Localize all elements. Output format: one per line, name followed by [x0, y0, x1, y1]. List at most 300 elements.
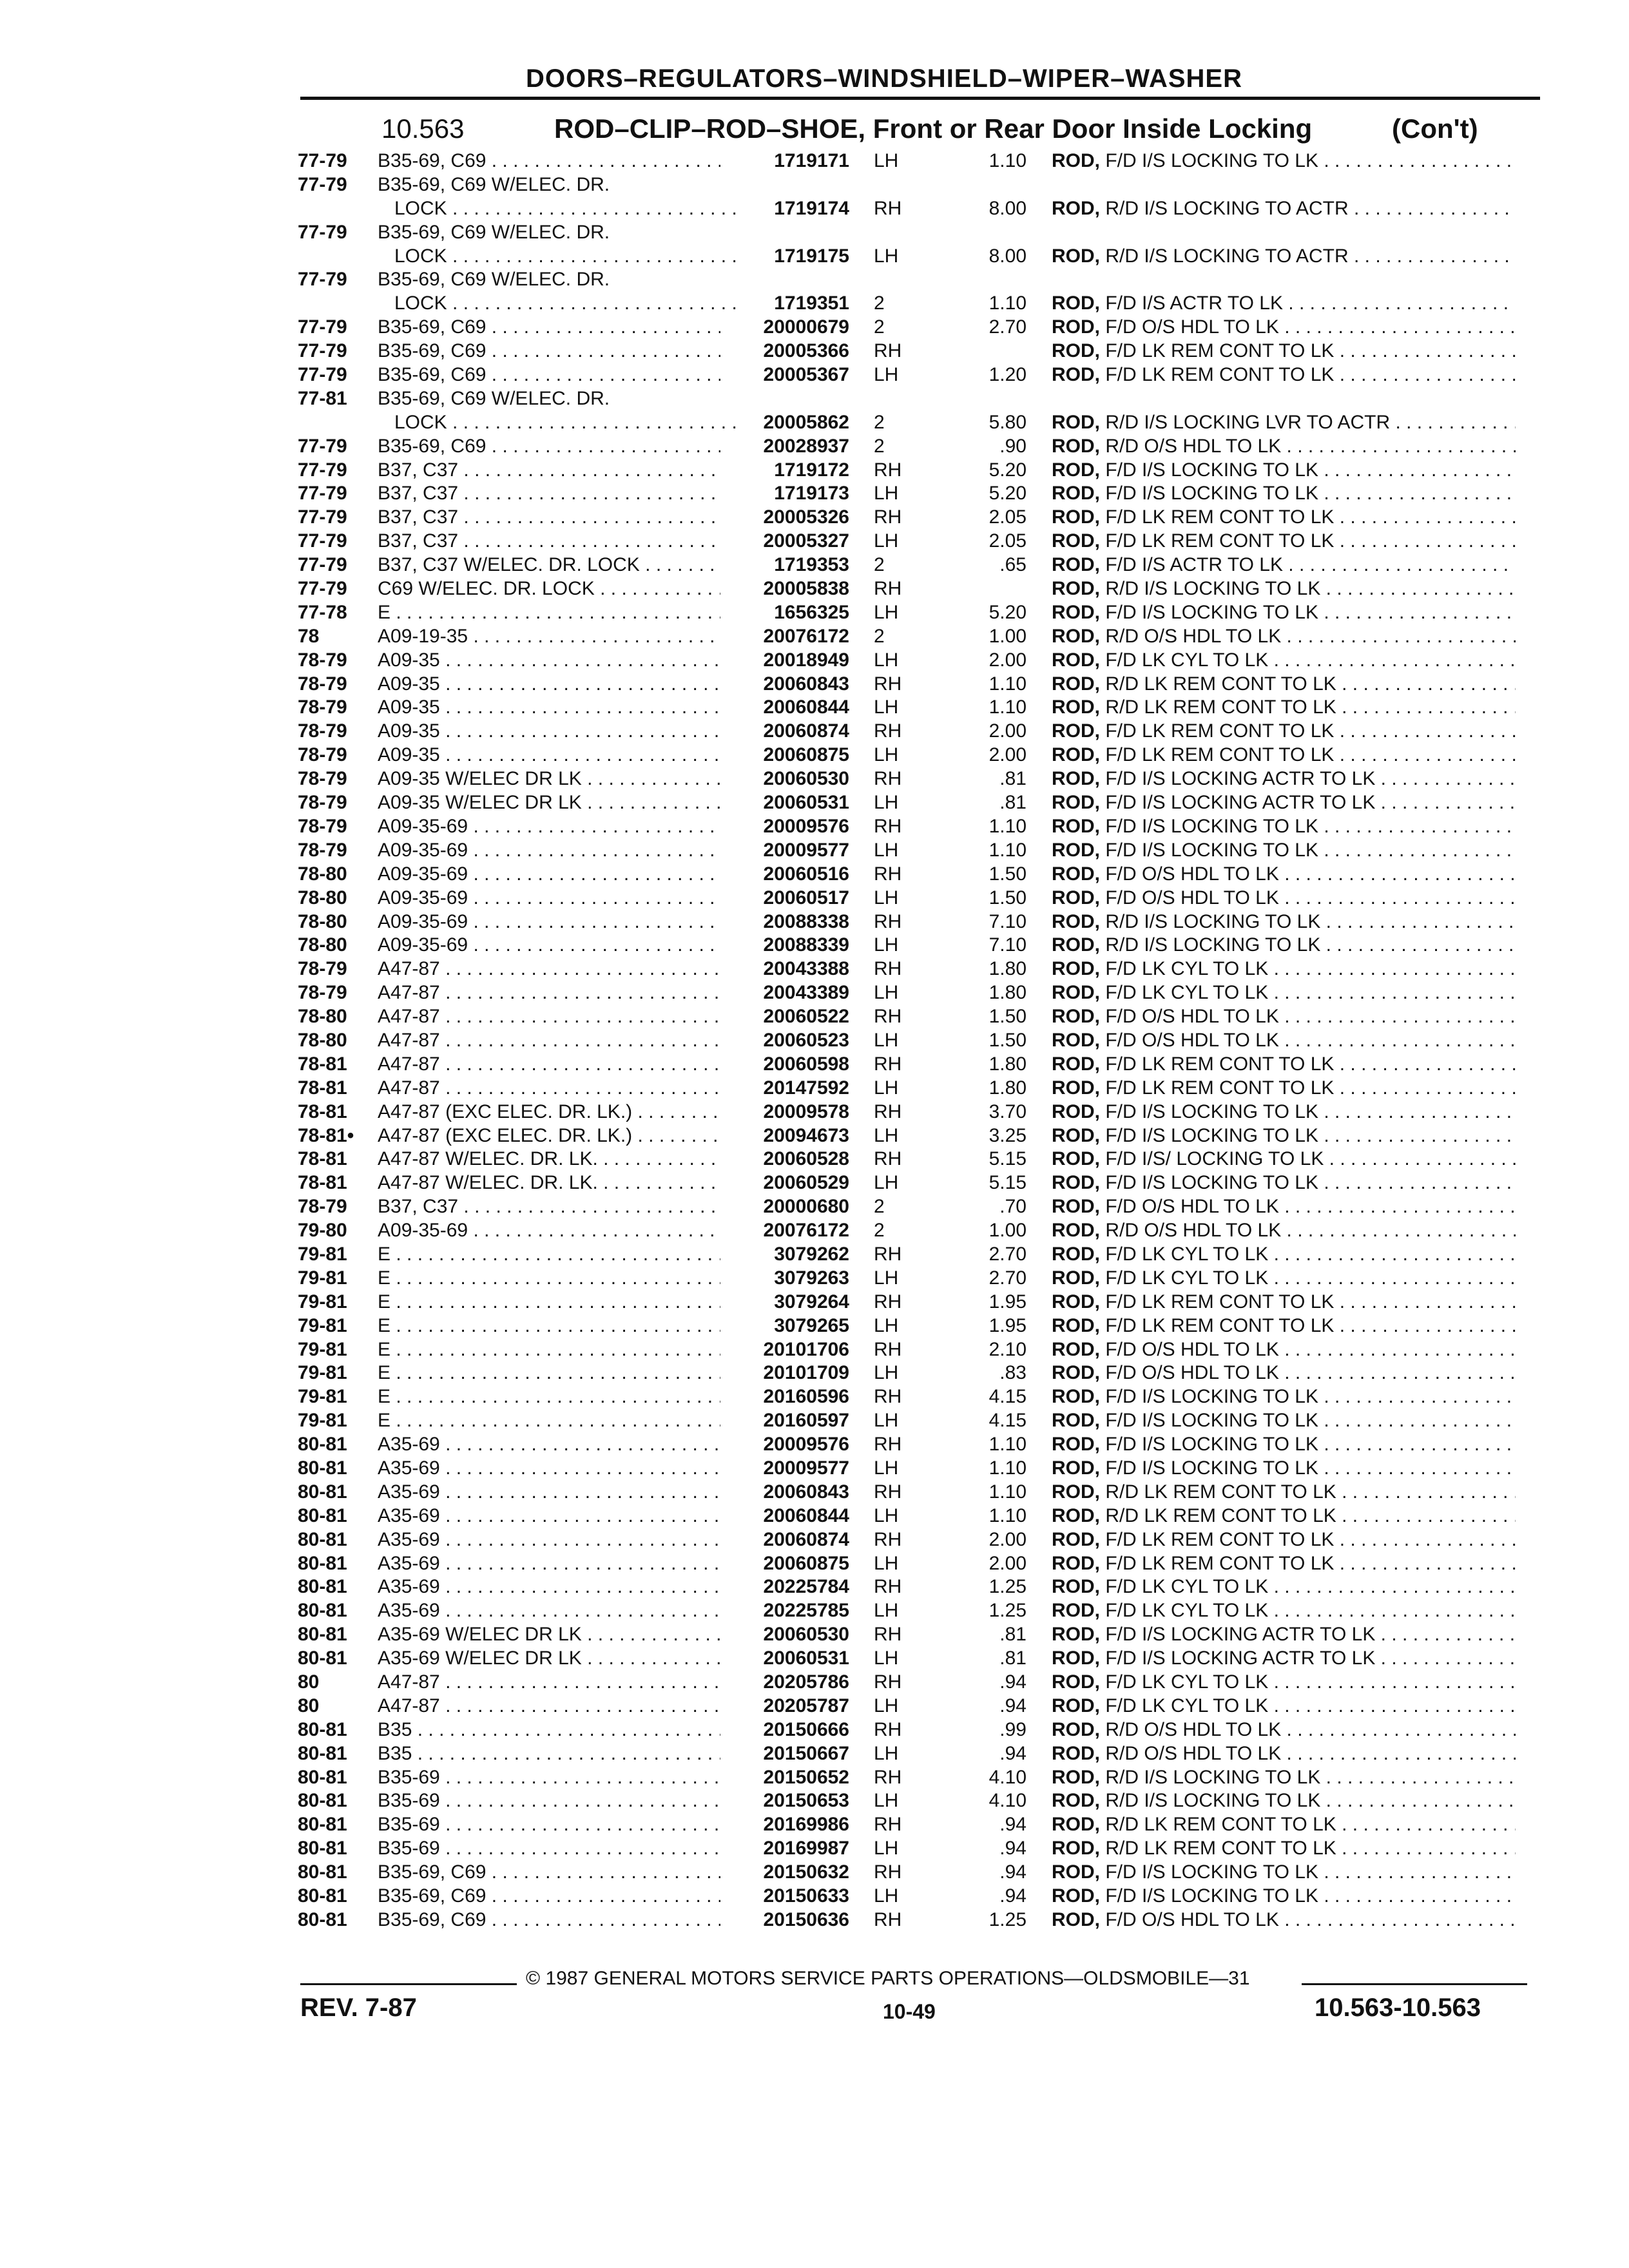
part-name-prefix: ROD,	[1052, 625, 1100, 647]
part-number: 20060530	[763, 1624, 849, 1646]
model-description: B35-69, C69 . . .	[378, 340, 720, 363]
part-name	[1052, 1219, 1516, 1243]
model-years: 80-81	[298, 1434, 347, 1456]
quantity: RH	[874, 1338, 902, 1360]
quantity: 2	[874, 554, 885, 576]
quantity: LH	[874, 1457, 899, 1479]
table-row	[0, 411, 1629, 435]
part-name-detail: F/D I/S LOCKING ACTR TO LK	[1105, 1624, 1376, 1646]
part-name-prefix: ROD,	[1052, 578, 1100, 600]
part-number: 20060516	[763, 863, 849, 885]
price: 3.70	[988, 1100, 1027, 1122]
part-name-detail: R/D I/S LOCKING TO LK	[1105, 910, 1321, 932]
part-name	[1052, 1124, 1516, 1148]
model-description: B35-69, C69 W/ELEC. DR.	[378, 173, 610, 195]
part-name-detail: F/D I/S LOCKING ACTR TO LK	[1105, 768, 1376, 790]
model-years: 79-81	[298, 1338, 347, 1360]
part-name-detail: R/D LK REM CONT TO LK	[1105, 1838, 1336, 1860]
model-years: 79-81	[298, 1291, 347, 1312]
price: 5.20	[988, 459, 1027, 481]
part-name	[1052, 1385, 1516, 1409]
part-name-detail: R/D LK REM CONT TO LK	[1105, 1481, 1336, 1503]
part-number: 20060529	[763, 1172, 849, 1194]
price: 2.00	[988, 744, 1027, 766]
footer-copyright: © 1987 GENERAL MOTORS SERVICE PARTS OPERATIONS—OLDSMOBILE—31	[526, 1968, 1250, 1989]
model-years: 78-81	[298, 1100, 347, 1122]
part-name-detail: F/D LK CYL TO LK	[1105, 1576, 1269, 1598]
part-name	[1052, 1504, 1516, 1528]
part-name-detail: F/D LK CYL TO LK	[1105, 1267, 1269, 1289]
part-name-detail: F/D LK REM CONT TO LK	[1105, 1077, 1335, 1099]
part-name-prefix: ROD,	[1052, 506, 1100, 528]
price: .81	[999, 1624, 1027, 1646]
part-number: 20009576	[763, 815, 849, 837]
quantity: RH	[874, 197, 902, 219]
table-row	[0, 1695, 1629, 1718]
quantity: LH	[874, 1504, 899, 1526]
part-name	[1052, 1005, 1516, 1029]
part-name-prefix: ROD,	[1052, 1362, 1100, 1384]
model-description: B35-69, C69 . . .	[378, 435, 720, 459]
part-name-prefix: ROD,	[1052, 1552, 1100, 1574]
part-number: 20060523	[763, 1029, 849, 1051]
model-years: 77-81	[298, 387, 347, 409]
part-number: 20018949	[763, 649, 849, 671]
part-name	[1052, 1623, 1516, 1647]
part-number: 20009577	[763, 1457, 849, 1479]
part-name-detail: R/D I/S LOCKING TO ACTR	[1105, 245, 1349, 267]
part-name-prefix: ROD,	[1052, 1624, 1100, 1646]
quantity: LH	[874, 1124, 899, 1146]
part-name	[1052, 791, 1516, 815]
model-description: A35-69 W/ELEC DR LK . . .	[378, 1647, 720, 1671]
model-years: 80-81	[298, 1600, 347, 1622]
model-years: 80-81	[298, 1552, 347, 1574]
part-name	[1052, 1647, 1516, 1671]
model-years: 80-81	[298, 1624, 347, 1646]
part-name	[1052, 553, 1516, 577]
part-name-detail: F/D I/S LOCKING TO LK	[1105, 1861, 1318, 1883]
model-description: B35 . . .	[378, 1718, 720, 1742]
price: 1.95	[988, 1314, 1027, 1336]
part-name	[1052, 292, 1516, 316]
part-number: 1719173	[774, 483, 849, 505]
table-row	[0, 292, 1629, 316]
part-number: 20205786	[763, 1671, 849, 1693]
table-row	[0, 316, 1629, 340]
quantity: LH	[874, 792, 899, 814]
table-row	[0, 1267, 1629, 1291]
part-name	[1052, 696, 1516, 720]
part-name	[1052, 197, 1516, 221]
part-name-detail: F/D I/S LOCKING TO LK	[1105, 1386, 1318, 1408]
model-years: 77-79	[298, 506, 347, 528]
model-description: A47-87 . . .	[378, 1005, 720, 1029]
part-name	[1052, 1861, 1516, 1885]
price: 5.20	[988, 483, 1027, 505]
table-row	[0, 1813, 1629, 1837]
quantity: RH	[874, 720, 902, 742]
part-name-prefix: ROD,	[1052, 1196, 1100, 1218]
model-years: 79-81	[298, 1362, 347, 1384]
part-name-prefix: ROD,	[1052, 1814, 1100, 1836]
model-description: A09-19-35 . . .	[378, 625, 720, 649]
price: 1.50	[988, 1006, 1027, 1028]
price: .94	[999, 1838, 1027, 1860]
part-name-detail: R/D I/S LOCKING LVR TO ACTR	[1105, 411, 1391, 433]
part-name-detail: R/D LK REM CONT TO LK	[1105, 697, 1336, 718]
model-years: 80-81	[298, 1885, 347, 1907]
part-name	[1052, 506, 1516, 530]
model-years: 77-79	[298, 221, 347, 243]
quantity: LH	[874, 697, 899, 718]
model-description: B35-69, C69 . . .	[378, 1861, 720, 1885]
model-description: B35-69 . . .	[378, 1789, 720, 1813]
quantity: LH	[874, 364, 899, 386]
part-name-prefix: ROD,	[1052, 411, 1100, 433]
part-name-prefix: ROD,	[1052, 1220, 1100, 1242]
part-name-prefix: ROD,	[1052, 435, 1100, 457]
part-name-detail: F/D LK REM CONT TO LK	[1105, 340, 1335, 362]
price: 1.80	[988, 1053, 1027, 1075]
part-name	[1052, 1742, 1516, 1766]
model-description: A09-35-69 . . .	[378, 863, 720, 887]
table-row	[0, 1219, 1629, 1243]
table-row	[0, 649, 1629, 673]
part-name-prefix: ROD,	[1052, 1124, 1100, 1146]
price: 2.05	[988, 506, 1027, 528]
quantity: LH	[874, 1790, 899, 1812]
price: 1.00	[988, 625, 1027, 647]
price: .83	[999, 1362, 1027, 1384]
quantity: 2	[874, 625, 885, 647]
part-number: 1719171	[774, 150, 849, 171]
part-number: 20169987	[763, 1838, 849, 1860]
part-name	[1052, 1575, 1516, 1599]
section-continued: (Con't)	[1392, 113, 1478, 144]
part-name	[1052, 1885, 1516, 1908]
part-name	[1052, 1908, 1516, 1932]
part-name-prefix: ROD,	[1052, 1291, 1100, 1312]
price: .94	[999, 1814, 1027, 1836]
quantity: LH	[874, 1695, 899, 1716]
part-number: 20060843	[763, 1481, 849, 1503]
table-row	[0, 268, 1629, 292]
table-row	[0, 459, 1629, 483]
part-name-detail: F/D I/S ACTR TO LK	[1105, 554, 1283, 576]
part-number: 20000679	[763, 316, 849, 338]
part-number: 20005326	[763, 506, 849, 528]
table-row	[0, 1385, 1629, 1409]
model-years: 77-79	[298, 483, 347, 505]
model-description: A35-69 . . .	[378, 1575, 720, 1599]
part-number: 20150632	[763, 1861, 849, 1883]
part-name-detail: F/D I/S LOCKING TO LK	[1105, 150, 1318, 171]
part-name-prefix: ROD,	[1052, 554, 1100, 576]
table-row	[0, 1528, 1629, 1552]
model-description: A35-69 W/ELEC DR LK . . .	[378, 1623, 720, 1647]
model-description: B37, C37 . . .	[378, 1195, 720, 1219]
price: 1.10	[988, 1504, 1027, 1526]
table-row	[0, 197, 1629, 221]
part-name	[1052, 863, 1516, 887]
model-description: B35-69 . . .	[378, 1766, 720, 1790]
part-name-prefix: ROD,	[1052, 1386, 1100, 1408]
model-description: A09-35 . . .	[378, 649, 720, 673]
quantity: LH	[874, 1314, 899, 1336]
model-years: 78-79	[298, 1196, 347, 1218]
part-name-detail: F/D LK REM CONT TO LK	[1105, 1552, 1335, 1574]
part-name	[1052, 815, 1516, 839]
model-description: LOCK . . .	[394, 411, 737, 435]
model-years: 80-81	[298, 1481, 347, 1503]
table-row	[0, 1077, 1629, 1100]
model-years: 80-81	[298, 1861, 347, 1883]
quantity: RH	[874, 673, 902, 695]
part-name-detail: F/D I/S ACTR TO LK	[1105, 293, 1283, 314]
part-name-detail: F/D O/S HDL TO LK	[1105, 1196, 1279, 1218]
model-description: B35-69, C69 W/ELEC. DR.	[378, 221, 610, 243]
header-rule	[300, 97, 1540, 100]
part-name-detail: F/D I/S LOCKING TO LK	[1105, 815, 1318, 837]
quantity: LH	[874, 1362, 899, 1384]
quantity: RH	[874, 1766, 902, 1788]
price: 1.50	[988, 1029, 1027, 1051]
table-row	[0, 673, 1629, 697]
part-name-prefix: ROD,	[1052, 697, 1100, 718]
part-name-prefix: ROD,	[1052, 1671, 1100, 1693]
part-name-detail: F/D I/S LOCKING ACTR TO LK	[1105, 1648, 1376, 1669]
model-years: 80-81	[298, 1576, 347, 1598]
part-name-prefix: ROD,	[1052, 1434, 1100, 1456]
part-name-detail: F/D O/S HDL TO LK	[1105, 887, 1279, 908]
model-years: 79-81	[298, 1386, 347, 1408]
part-name-detail: R/D I/S LOCKING TO LK	[1105, 934, 1321, 956]
model-description: A35-69 . . .	[378, 1552, 720, 1576]
model-years: 78-80	[298, 934, 347, 956]
part-name-detail: F/D LK REM CONT TO LK	[1105, 720, 1335, 742]
quantity: RH	[874, 1908, 902, 1930]
price: .94	[999, 1861, 1027, 1883]
part-name	[1052, 1291, 1516, 1314]
part-name	[1052, 673, 1516, 697]
model-years: 77-79	[298, 530, 347, 552]
model-years: 79-81	[298, 1243, 347, 1265]
table-row	[0, 363, 1629, 387]
part-number: 20150633	[763, 1885, 849, 1907]
quantity: 2	[874, 435, 885, 457]
price: 1.20	[988, 364, 1027, 386]
part-number: 20009577	[763, 839, 849, 861]
table-row	[0, 696, 1629, 720]
part-number: 20060530	[763, 768, 849, 790]
model-description: E . . .	[378, 1409, 720, 1433]
table-row	[0, 245, 1629, 269]
price: 8.00	[988, 197, 1027, 219]
part-number: 20060528	[763, 1148, 849, 1170]
part-name-detail: R/D I/S LOCKING TO LK	[1105, 1766, 1321, 1788]
model-description: E . . .	[378, 1338, 720, 1362]
table-row	[0, 1575, 1629, 1599]
part-name-detail: R/D O/S HDL TO LK	[1105, 1220, 1282, 1242]
price: 2.00	[988, 649, 1027, 671]
model-description: B35-69, C69 . . .	[378, 1885, 720, 1908]
model-description: A09-35 . . .	[378, 673, 720, 697]
model-description: B35-69, C69 W/ELEC. DR.	[378, 387, 610, 409]
part-name-detail: F/D LK CYL TO LK	[1105, 1671, 1269, 1693]
part-name-detail: F/D I/S LOCKING TO LK	[1105, 601, 1318, 623]
model-description: B35-69, C69 . . .	[378, 316, 720, 340]
price: 1.95	[988, 1291, 1027, 1312]
model-years: 77-78	[298, 601, 347, 623]
part-name	[1052, 1314, 1516, 1338]
part-name	[1052, 1029, 1516, 1053]
part-name-detail: F/D I/S LOCKING TO LK	[1105, 1885, 1318, 1907]
price: 1.10	[988, 150, 1027, 171]
part-name-detail: R/D O/S HDL TO LK	[1105, 625, 1282, 647]
part-number: 20005838	[763, 578, 849, 600]
model-years: 80-81	[298, 1457, 347, 1479]
part-name-prefix: ROD,	[1052, 1338, 1100, 1360]
part-name	[1052, 1528, 1516, 1552]
model-description: LOCK . . .	[394, 245, 737, 269]
quantity: LH	[874, 1077, 899, 1099]
model-description: A35-69 . . .	[378, 1481, 720, 1504]
quantity: LH	[874, 1648, 899, 1669]
table-row	[0, 1361, 1629, 1385]
table-row	[0, 1789, 1629, 1813]
quantity: RH	[874, 506, 902, 528]
model-description: B37, C37 . . .	[378, 506, 720, 530]
model-years: 78-79	[298, 768, 347, 790]
model-years: 80-81	[298, 1718, 347, 1740]
section-title: ROD–CLIP–ROD–SHOE, Front or Rear Door Inside Locking	[554, 113, 1313, 144]
quantity: RH	[874, 1528, 902, 1550]
part-number: 20060843	[763, 673, 849, 695]
table-row	[0, 221, 1629, 245]
part-number: 3079264	[774, 1291, 849, 1312]
table-row	[0, 1005, 1629, 1029]
price: 1.25	[988, 1576, 1027, 1598]
part-name	[1052, 1361, 1516, 1385]
table-row	[0, 1671, 1629, 1695]
part-number: 20043388	[763, 958, 849, 980]
table-row	[0, 1433, 1629, 1457]
quantity: RH	[874, 1386, 902, 1408]
part-number: 20076172	[763, 1220, 849, 1242]
part-number: 3079265	[774, 1314, 849, 1336]
part-name-detail: R/D O/S HDL TO LK	[1105, 1742, 1282, 1764]
quantity: RH	[874, 1481, 902, 1503]
part-name-prefix: ROD,	[1052, 934, 1100, 956]
table-row	[0, 1314, 1629, 1338]
model-description: E . . .	[378, 1243, 720, 1267]
model-years: 78-79	[298, 792, 347, 814]
table-row	[0, 1647, 1629, 1671]
quantity: LH	[874, 150, 899, 171]
part-name	[1052, 601, 1516, 625]
part-number: 20076172	[763, 625, 849, 647]
part-name-prefix: ROD,	[1052, 1838, 1100, 1860]
part-name-prefix: ROD,	[1052, 744, 1100, 766]
part-name-detail: F/D LK REM CONT TO LK	[1105, 744, 1335, 766]
model-description: E . . .	[378, 1385, 720, 1409]
price: .94	[999, 1695, 1027, 1716]
part-number: 20060522	[763, 1006, 849, 1028]
part-name-prefix: ROD,	[1052, 197, 1100, 219]
model-years: 79-81	[298, 1410, 347, 1432]
part-name-detail: F/D I/S LOCKING TO LK	[1105, 1172, 1318, 1194]
model-description: B35 . . .	[378, 1742, 720, 1766]
part-name	[1052, 1100, 1516, 1124]
price: 5.80	[988, 411, 1027, 433]
part-name-prefix: ROD,	[1052, 958, 1100, 980]
quantity: LH	[874, 649, 899, 671]
model-years: 80-81	[298, 1790, 347, 1812]
part-name	[1052, 1148, 1516, 1171]
part-name-detail: F/D I/S LOCKING TO LK	[1105, 1457, 1318, 1479]
model-description: A47-87 (EXC ELEC. DR. LK.) . . .	[378, 1100, 720, 1124]
price: 1.10	[988, 1434, 1027, 1456]
model-years: 77-79	[298, 269, 347, 291]
part-number: 20169986	[763, 1814, 849, 1836]
part-name-prefix: ROD,	[1052, 483, 1100, 505]
part-number: 20000680	[763, 1196, 849, 1218]
quantity: RH	[874, 1148, 902, 1170]
model-description: B37, C37 . . .	[378, 459, 720, 483]
price: 7.10	[988, 934, 1027, 956]
part-name-detail: F/D LK CYL TO LK	[1105, 1243, 1269, 1265]
part-name-detail: F/D O/S HDL TO LK	[1105, 1908, 1279, 1930]
quantity: 2	[874, 316, 885, 338]
table-row	[0, 1623, 1629, 1647]
table-row	[0, 173, 1629, 197]
model-description: A47-87 (EXC ELEC. DR. LK.) . . .	[378, 1124, 720, 1148]
part-number: 20225785	[763, 1600, 849, 1622]
table-row	[0, 553, 1629, 577]
part-name	[1052, 245, 1516, 269]
quantity: RH	[874, 1671, 902, 1693]
quantity: RH	[874, 1100, 902, 1122]
table-row	[0, 1861, 1629, 1885]
price: 1.10	[988, 839, 1027, 861]
table-row	[0, 981, 1629, 1005]
part-name-detail: F/D O/S HDL TO LK	[1105, 863, 1279, 885]
part-number: 20060874	[763, 1528, 849, 1550]
part-name	[1052, 1053, 1516, 1077]
quantity: LH	[874, 245, 899, 267]
part-name	[1052, 649, 1516, 673]
quantity: LH	[874, 1885, 899, 1907]
price: .81	[999, 792, 1027, 814]
section-range: 10.563-10.563	[1315, 1994, 1481, 2022]
part-name-prefix: ROD,	[1052, 673, 1100, 695]
model-description: B35-69, C69 W/ELEC. DR.	[378, 269, 610, 291]
table-row	[0, 1148, 1629, 1171]
part-name-detail: F/D O/S HDL TO LK	[1105, 316, 1279, 338]
model-years: 78-79	[298, 958, 347, 980]
table-row	[0, 910, 1629, 934]
model-description: A09-35-69 . . .	[378, 839, 720, 863]
part-number: 20060844	[763, 697, 849, 718]
part-name-prefix: ROD,	[1052, 768, 1100, 790]
model-years: 78-79	[298, 697, 347, 718]
part-name-detail: F/D I/S LOCKING ACTR TO LK	[1105, 792, 1376, 814]
model-description: A47-87 . . .	[378, 1695, 720, 1718]
part-number: 20150667	[763, 1742, 849, 1764]
quantity: RH	[874, 1718, 902, 1740]
model-years: 77-79	[298, 578, 347, 600]
